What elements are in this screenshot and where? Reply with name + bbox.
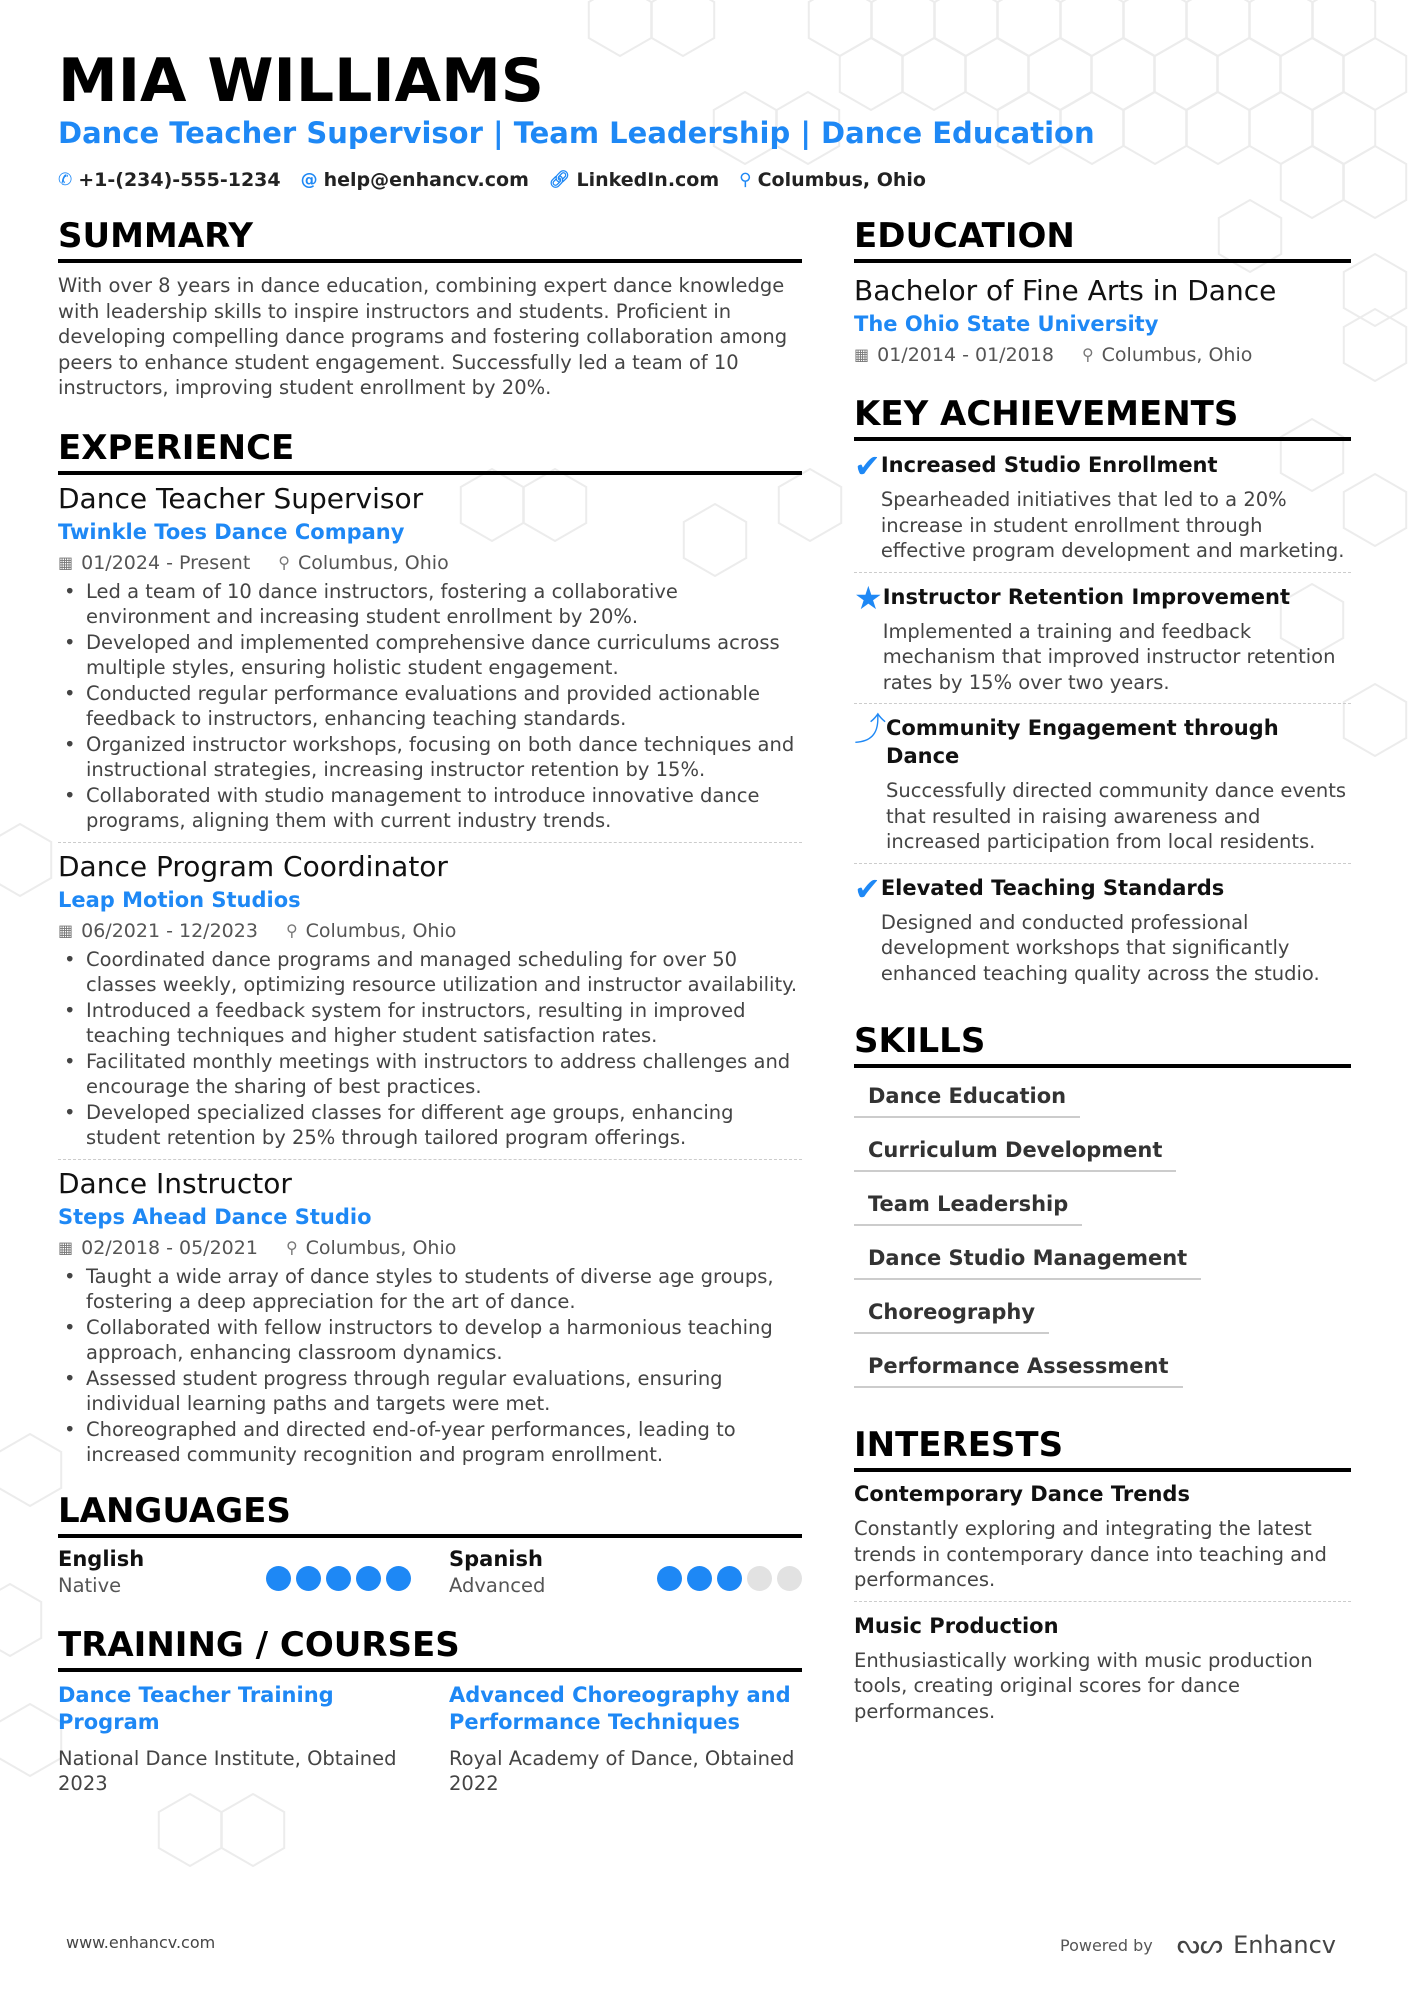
powered-by [1060,1930,1336,1960]
contact-text: LinkedIn.com [576,169,720,191]
achievement-body [886,714,1351,855]
contact-item[interactable] [58,169,281,191]
skill-tag: Curriculum Development [854,1130,1176,1172]
achievement-title: Community Engagement through Dance [886,716,1279,768]
job-location-wrap [286,915,456,947]
achievement-text: Spearheaded initiatives that led to a 20% increase in student enrollment through effective program development and marketing. [880,488,1345,562]
job-location: Columbus, Ohio [298,551,449,574]
job-meta [58,915,802,947]
bullet-item: • Organized instructor workshops, focusing on both dance techniques and instructional strategies, increasing instructor retention by 15%. [58,732,802,783]
job-title: Dance Teacher Supervisor [58,481,424,515]
rating-dot [717,1566,742,1591]
bullet-item: • Led a team of 10 dance instructors, fostering a collaborative environment and increasing student enrollment by 20%. [58,579,802,630]
location-icon: ⚲ [278,552,290,572]
contact-item[interactable] [739,169,926,191]
bullet-item: • Coordinated dance programs and managed scheduling for over 50 classes weekly, optimizing resource utilization and instructor availability. [58,947,802,998]
rating-dot [356,1566,381,1591]
section-title: TRAINING / COURSES [58,1624,802,1672]
skill-tag: Team Leadership [854,1184,1082,1226]
left-column [58,215,802,1797]
calendar-icon: ▦ [58,920,74,940]
hexagon-shape [998,0,1060,56]
achievement-body [883,583,1351,696]
course-title: Dance Teacher Training Program [58,1682,334,1734]
achievement-title: Instructor Retention Improvement [882,584,1291,609]
job-dates: 02/2018 - 05/2021 [81,1236,258,1259]
bullet-item: • Developed specialized classes for different age groups, enhancing student retention by 25% through tailored program offerings. [58,1100,802,1151]
achievement-body [881,874,1351,987]
hexagon-shape [1124,92,1186,164]
hexagon-shape [1061,0,1123,56]
contact-text: +1-(234)-555-1234 [78,169,281,191]
strategy-icon: ⤴ [854,710,887,748]
job-dates-wrap [58,1232,258,1264]
skill-row [854,1238,1351,1292]
bullet-item: • Developed and implemented comprehensive dance curriculums across multiple styles, ensuring holistic student engagement. [58,630,802,681]
rating-dot [777,1566,802,1591]
course-detail: National Dance Institute, Obtained 2023 [58,1746,397,1795]
right-column [854,215,1351,1724]
education-dates: 01/2014 - 01/2018 [877,344,1054,366]
bullet-item: • Taught a wide array of dance styles to students of diverse age groups, fostering a deep appreciation for the art of dance. [58,1264,802,1315]
language-text [449,1546,545,1598]
location-icon: ⚲ [1081,345,1094,364]
hexagon-shape [809,0,871,56]
hexagon-shape [652,0,714,56]
divider [58,1159,802,1160]
contact-bar [58,169,926,191]
degree: Bachelor of Fine Arts in Dance [854,274,1277,307]
language-level: Advanced [449,1573,546,1597]
job-dates-wrap [58,915,258,947]
hexagon-shape [1187,0,1249,56]
bullet-item: • Choreographed and directed end-of-year performances, leading to increased community recognition and program enrollment. [58,1417,802,1468]
company-name: Steps Ahead Dance Studio [58,1204,372,1229]
hexagon-shape [903,38,965,110]
course-item [58,1682,411,1797]
section-title: SUMMARY [58,215,802,263]
language-text [58,1546,144,1598]
hexagon-shape [1092,38,1154,110]
enhancv-brand: Enhancv [1233,1931,1337,1959]
job-title: Dance Instructor [58,1166,292,1200]
bullet-item: • Collaborated with fellow instructors to develop a harmonious teaching approach, enhancing classroom dynamics. [58,1315,802,1366]
interest-title: Music Production [854,1613,1059,1638]
link-icon: 🔗︎ [548,170,571,190]
language-rating [266,1566,411,1598]
hexagon-shape [1344,309,1406,381]
job-meta [58,1232,802,1264]
achievement-item [854,573,1351,704]
language-item [58,1546,411,1598]
education-location: Columbus, Ohio [1101,344,1253,366]
rating-dot [266,1566,291,1591]
headline: Dance Teacher Supervisor | Team Leadership | Dance Education [58,116,1095,150]
job-entry [58,1159,802,1468]
contact-text: Columbus, Ohio [757,169,926,191]
section-title: EXPERIENCE [58,427,802,475]
interest-title: Contemporary Dance Trends [854,1482,1190,1506]
contact-item[interactable] [301,169,529,191]
job-location-wrap [286,1232,456,1264]
skill-row [854,1076,1351,1130]
company-name: Leap Motion Studios [58,887,301,912]
hexagon-shape [1344,684,1406,756]
job-dates: 01/2024 - Present [81,551,251,574]
language-rating [657,1566,802,1598]
language-item [449,1546,802,1598]
enhancv-logo-icon: ᔓᔕ [1176,1930,1224,1960]
achievement-text: Successfully directed community dance events that resulted in raising awareness and increased participation from local residents. [886,779,1347,853]
course-item [449,1682,802,1797]
location-icon: ⚲ [285,1237,298,1257]
hexagon-shape [159,1794,221,1866]
skill-tag: Performance Assessment [854,1346,1183,1388]
bullet-item: • Facilitated monthly meetings with instructors to address challenges and encourage the sharing of best practices. [58,1049,802,1100]
achievement-text: Designed and conducted professional development workshops that significantly enhanced teaching quality across the studio. [880,910,1320,985]
hexagon-shape [222,1794,284,1866]
skill-tag: Dance Education [854,1076,1080,1118]
job-entry [58,842,802,1151]
job-location: Columbus, Ohio [305,1236,457,1259]
rating-dot [326,1566,351,1591]
job-entry [58,481,802,834]
hexagon-shape [1250,92,1312,164]
section-title: INTERESTS [854,1424,1351,1472]
hexagon-shape [1313,0,1375,56]
rating-dot [296,1566,321,1591]
hexagon-shape [1155,38,1217,110]
hexagon-shape [0,1584,41,1656]
hexagon-shape [1344,38,1406,110]
rating-dot [747,1566,772,1591]
hexagon-shape [935,0,997,56]
bullet-list [58,1264,802,1468]
at-icon: @ [300,170,318,190]
powered-by-label: Powered by [1060,1935,1153,1955]
hexagon-shape [1344,254,1406,326]
rating-dot [687,1566,712,1591]
job-meta [58,547,802,579]
achievement-title: Increased Studio Enrollment [880,453,1218,477]
contact-item[interactable] [549,169,719,191]
achievement-item [854,864,1351,995]
interest-text: Constantly exploring and integrating the latest trends in contemporary dance into teaching and performances. [854,1517,1327,1591]
job-location-wrap [278,547,448,579]
bullet-item: • Collaborated with studio management to introduce innovative dance programs, aligning them with current industry trends. [58,783,802,834]
skills-section [854,1020,1351,1400]
job-title: Dance Program Coordinator [58,849,448,883]
hexagon-shape [1281,38,1343,110]
language-level: Native [58,1573,122,1597]
interest-text: Enthusiastically working with music production tools, creating original scores for dance performances. [854,1648,1313,1723]
hexagon-shape [1344,474,1406,546]
hexagon-shape [1344,146,1406,218]
languages-section [58,1490,802,1598]
hexagon-shape [1187,92,1249,164]
calendar-icon: ▦ [854,345,870,364]
job-dates-wrap [58,547,250,579]
hexagon-shape [1281,146,1343,218]
skill-tag: Choreography [854,1292,1049,1334]
education-meta [854,339,1351,371]
enhancv-logo [1177,1930,1336,1960]
bullet-list [58,947,802,1151]
job-dates: 06/2021 - 12/2023 [81,919,258,942]
hexagon-shape [1313,92,1375,164]
bullet-item: • Introduced a feedback system for instructors, resulting in improved teaching techniques and higher student satisfaction rates. [58,998,802,1049]
check-icon: ✔ [854,447,881,485]
skill-tag: Dance Studio Management [854,1238,1201,1280]
section-title: KEY ACHIEVEMENTS [854,393,1351,441]
job-location: Columbus, Ohio [305,919,457,942]
hexagon-shape [1218,38,1280,110]
company-name: Twinkle Toes Dance Company [58,519,405,544]
location-icon: ⚲ [739,170,752,190]
school: The Ohio State University [854,312,1159,336]
star-icon: ★ [854,578,883,617]
achievement-item [854,441,1351,572]
hexagon-shape [966,38,1028,110]
rating-dot [386,1566,411,1591]
section-title: LANGUAGES [58,1490,802,1538]
achievement-text: Implemented a training and feedback mechanism that improved instructor retention rates by 15% over two years. [882,619,1336,694]
skill-row [854,1346,1351,1400]
training-section [58,1624,802,1797]
achievement-title: Elevated Teaching Standards [880,875,1225,900]
phone-icon: ✆ [58,170,73,190]
hexagon-shape [0,824,51,896]
contact-text: help@enhancv.com [323,169,529,191]
hexagon-shape [1124,0,1186,56]
section-title: SKILLS [854,1020,1351,1068]
divider [58,842,802,843]
language-name: English [58,1546,145,1571]
check-icon: ✔ [854,869,881,908]
skill-row [854,1184,1351,1238]
experience-section [58,427,802,1468]
footer-url[interactable]: www.enhancv.com [66,1933,216,1952]
bullet-item: • Conducted regular performance evaluations and provided actionable feedback to instructors, enhancing teaching standards. [58,681,802,732]
summary-text: With over 8 years in dance education, combining expert dance knowledge with leadership skills to inspire instructors and students. Proficient in developing compelling dance programs and fostering collaboration among peers to enhance student engagement. Successfully led a team of 10 instructors, improving student enrollment by 20%. [58,274,788,399]
hexagon-shape [872,0,934,56]
hexagon-shape [0,1434,61,1506]
bullet-list [58,579,802,834]
skill-row [854,1292,1351,1346]
course-title: Advanced Choreography and Performance Techniques [449,1682,791,1734]
location-icon: ⚲ [285,920,298,940]
calendar-icon: ▦ [58,1237,74,1257]
achievement-item [854,704,1351,863]
section-title: EDUCATION [854,215,1351,263]
interests-section [854,1424,1351,1724]
language-name: Spanish [449,1546,543,1571]
course-detail: Royal Academy of Dance, Obtained 2022 [449,1746,795,1795]
hexagon-shape [1250,0,1312,56]
hexagon-shape [589,0,651,56]
rating-dot [657,1566,682,1591]
summary-section [58,215,802,401]
candidate-name: MIA WILLIAMS [58,46,545,116]
hexagon-shape [1029,38,1091,110]
achievement-body [881,451,1351,564]
education-section [854,215,1351,371]
bullet-item: • Assessed student progress through regular evaluations, ensuring individual learning paths and targets were met. [58,1366,802,1417]
hexagon-shape [840,38,902,110]
achievements-section [854,393,1351,994]
skill-row [854,1130,1351,1184]
hexagon-shape [0,1704,61,1776]
divider [854,1601,1351,1602]
calendar-icon: ▦ [58,552,74,572]
